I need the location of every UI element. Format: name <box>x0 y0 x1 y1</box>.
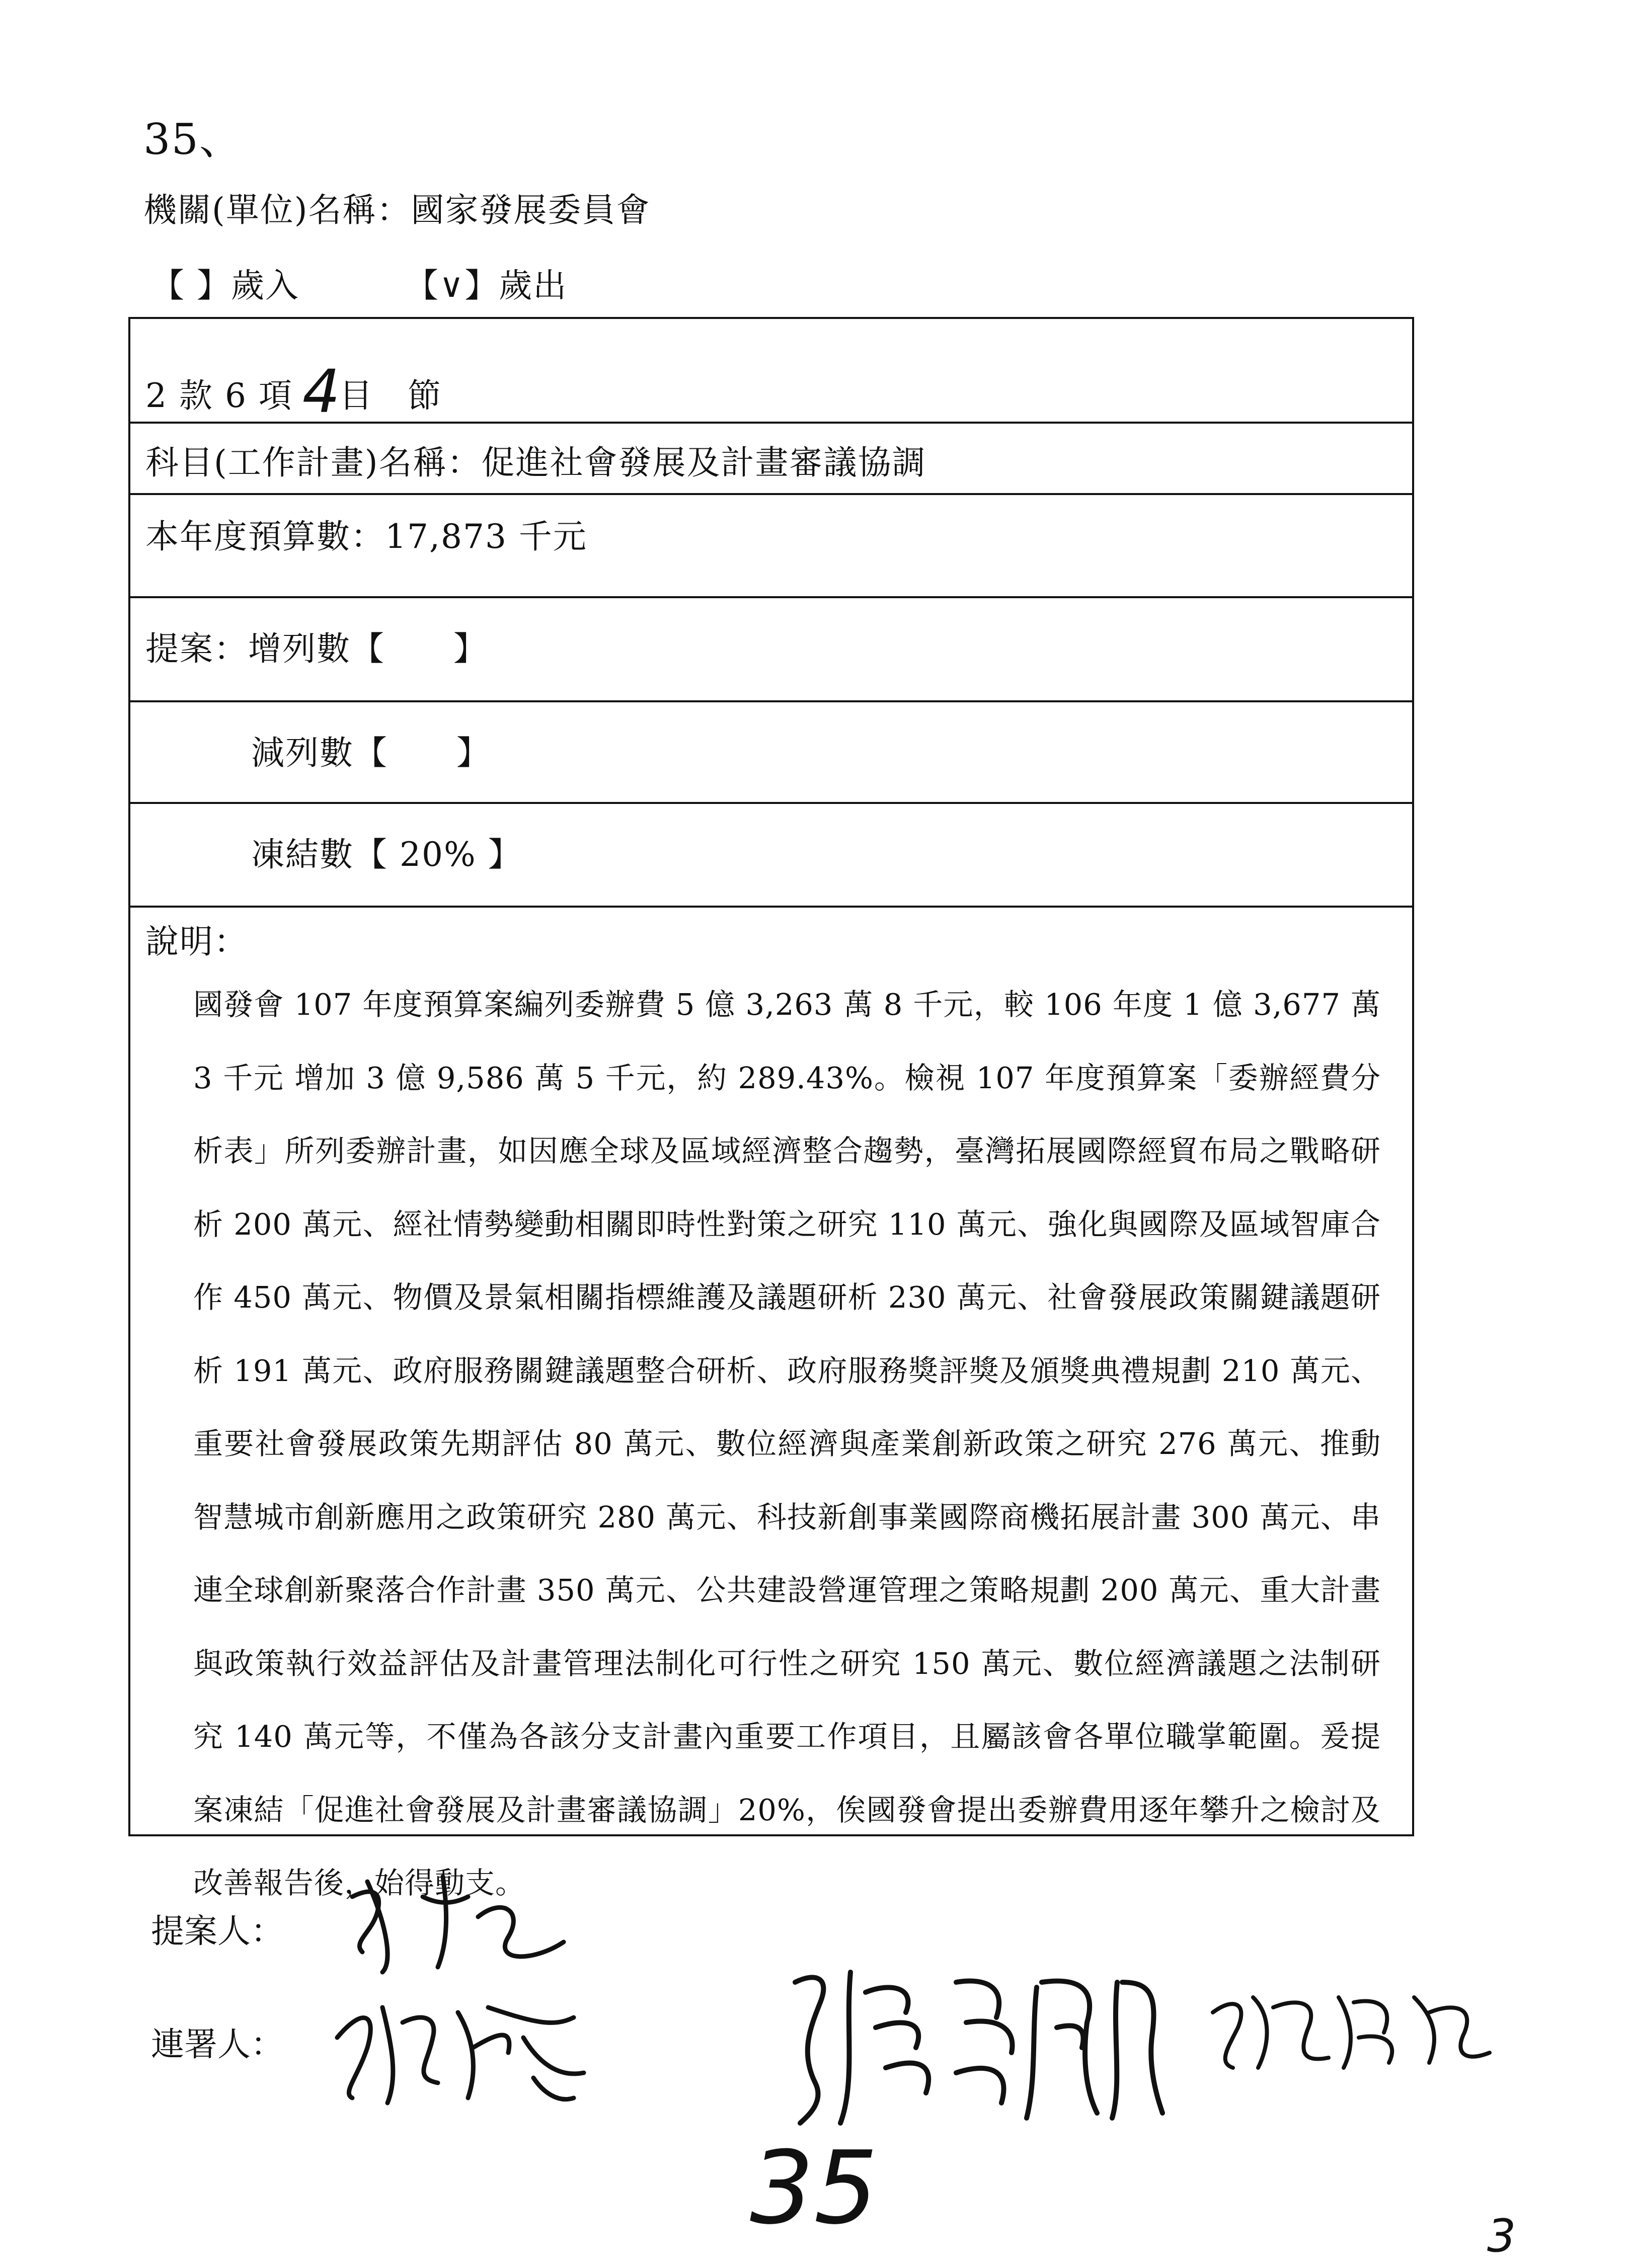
page-number: 35 <box>750 2130 878 2247</box>
cosigner-signature-3 <box>1203 1967 1505 2078</box>
section-code <box>145 357 442 426</box>
decrease-amount: 減列數【 】 <box>251 734 491 772</box>
proposer-signature <box>342 1867 584 1982</box>
freeze-amount: 凍結數【 20% 】 <box>251 835 522 874</box>
revenue-checkbox: 【 】歲入 <box>151 266 299 305</box>
freeze-row <box>130 804 1412 908</box>
budget-amount: 本年度預算數：17,873 千元 <box>145 517 587 556</box>
subject-row <box>130 424 1412 495</box>
proposer-label: 提案人： <box>151 1912 284 1951</box>
section-row <box>130 319 1412 424</box>
subject-name: 科目(工作計畫)名稱：促進社會發展及計畫審議協調 <box>145 443 926 482</box>
section-code-post: 目 節 <box>339 376 442 415</box>
budget-type <box>151 266 582 305</box>
cosigner-signature-2 <box>775 1952 1168 2133</box>
agency-name: 機關(單位)名稱：國家發展委員會 <box>143 191 651 229</box>
expense-checkbox: 【∨】歲出 <box>405 266 568 305</box>
cosigner-label: 連署人： <box>151 2025 284 2064</box>
explanation-text: 國發會 107 年度預算案編列委辦費 5 億 3,263 萬 8 千元，較 106 年度 1 億 3,677 萬 3 千元 增加 3 億 9,586 萬 5 千元，約 289.43%。檢視 107 年度預算案「委辦經費分析表」所列委辦計畫，如因應全球及區域經濟整合趨勢，臺灣拓展國際經貿布局之戰略研析 200 萬元、經社情勢變動相關即時性對策之研究 110 萬元、強化與國際及區域智庫合作 450 萬元、物價及景氣相關指標維護及議題研析 230 萬元、社會發展政策關鍵議題研析 191 萬元、政府服務關鍵議題整合研析、政府服務獎評獎及頒獎典禮規劃 210 萬元、重要社會發展政策先期評估 80 萬元、數位經濟與產業創新政策之研究 276 萬元、推動智慧城市創新應用之政策研究 280 萬元、科技新創事業國際商機拓展計畫 300 萬元、串連全球創新聚落合作計畫 350 萬元、公共建設營運管理之策略規劃 200 萬元、重大計畫與政策執行效益評估及計畫管理法制化可行性之研究 150 萬元、數位經濟議題之法制研究 140 萬元等，不僅為各該分支計畫內重要工作項目，且屬該會各單位職掌範圍。爰提案凍結「促進社會發展及計畫審議協調」20%，俟國發會提出委辦費用逐年攀升之檢討及改善報告後，始得動支。 <box>193 987 1381 1900</box>
budget-row <box>130 495 1412 598</box>
increase-row <box>130 598 1412 702</box>
cosigner-signature-1 <box>322 1977 604 2113</box>
proposal-form <box>128 317 1414 1900</box>
explanation-label: 說明： <box>145 922 248 961</box>
section-code-pre: 2 款 6 項 <box>145 376 293 415</box>
corner-number: 3 <box>1487 2210 1516 2262</box>
handwritten-item-number: 4 <box>302 357 341 426</box>
decrease-row <box>130 702 1412 804</box>
document-number: 35、 <box>143 115 243 164</box>
increase-amount: 提案：增列數【 】 <box>145 629 488 668</box>
